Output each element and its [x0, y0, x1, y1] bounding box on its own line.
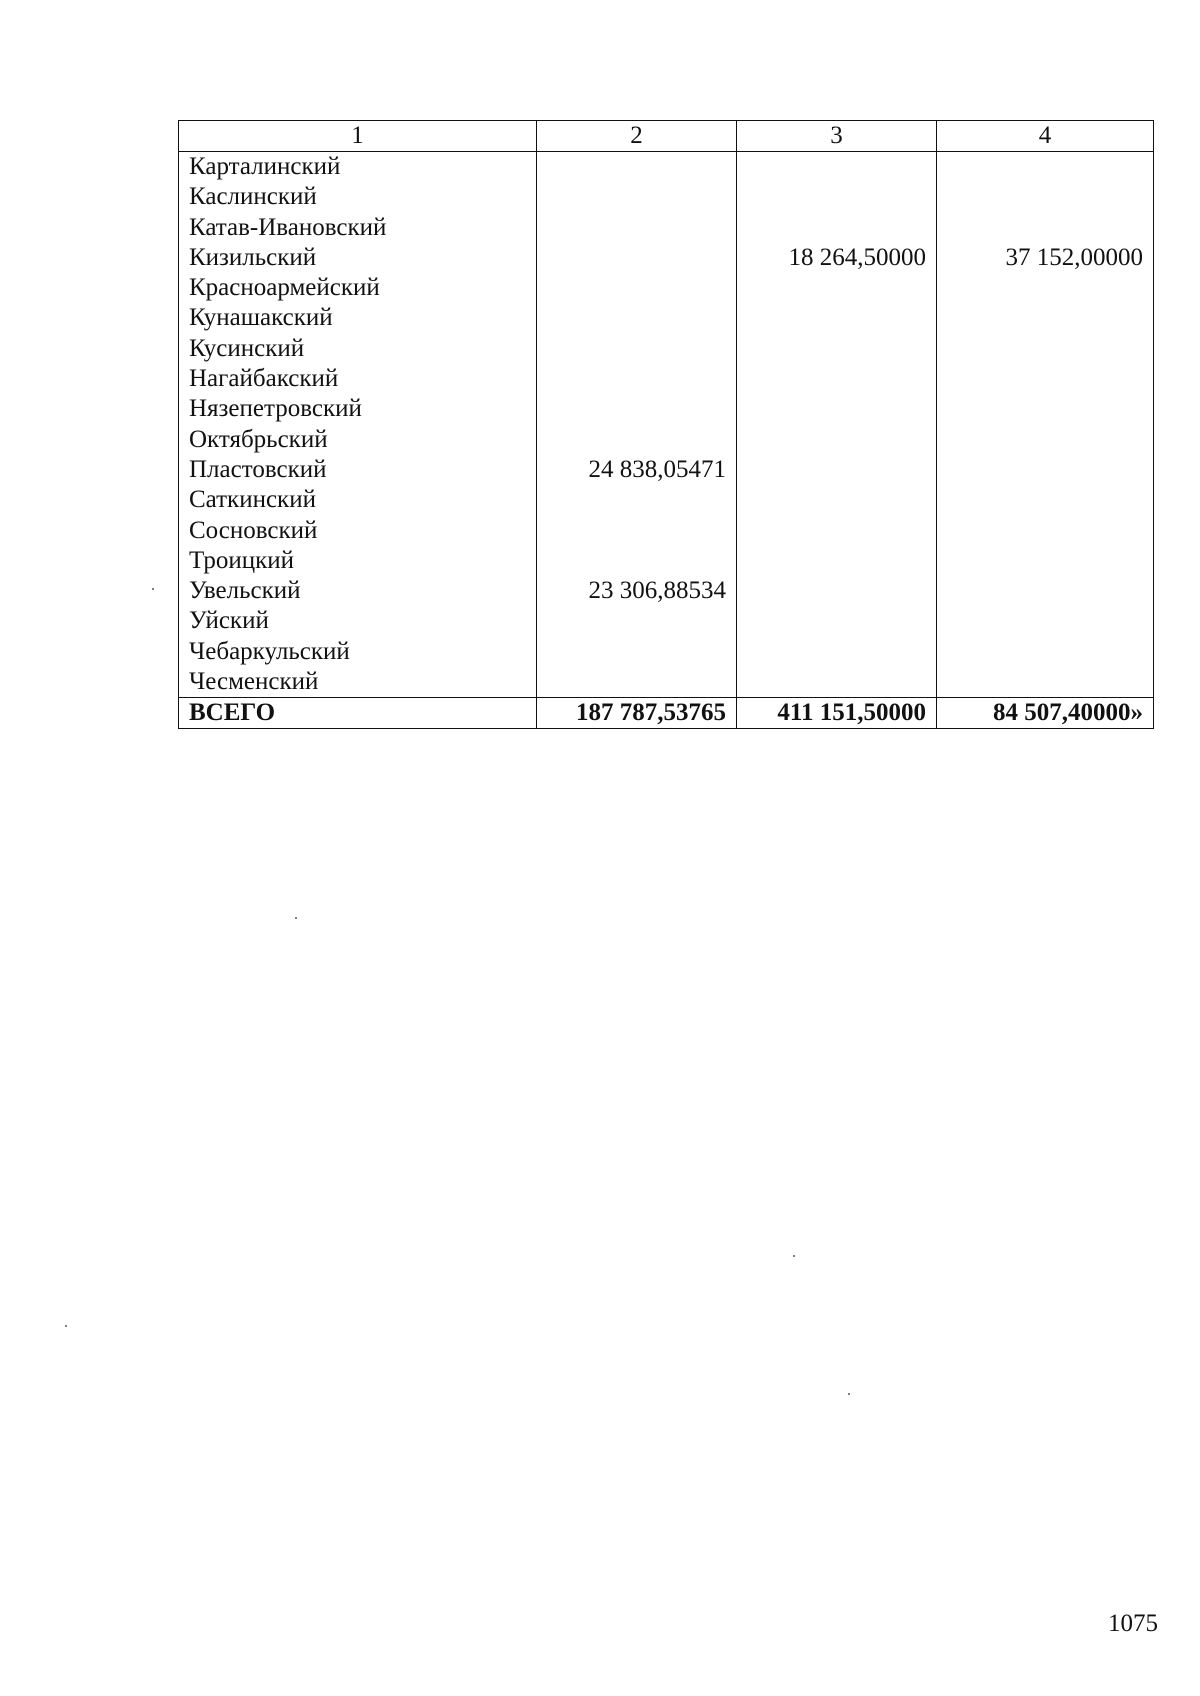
value-col-3-cell	[737, 425, 937, 455]
total-row	[179, 698, 1154, 729]
value-col-2-cell	[537, 637, 737, 667]
value-col-4-cell	[937, 576, 1154, 606]
value-col-2-cell	[537, 273, 737, 303]
value-col-2-cell	[537, 303, 737, 333]
value-col-4-cell	[937, 273, 1154, 303]
value-col-2-cell	[537, 606, 737, 636]
value-col-2-cell	[537, 364, 737, 394]
total-col-3: 411 151,50000	[737, 698, 937, 729]
value-col-4-cell	[937, 455, 1154, 485]
page-number: 1075	[1108, 1610, 1158, 1637]
table-body	[179, 152, 1154, 698]
value-col-2-cell	[537, 243, 737, 273]
scan-speck	[295, 917, 297, 919]
value-col-3-cell	[737, 637, 937, 667]
value-col-2-cell: 23 306,88534	[537, 576, 737, 606]
value-col-3-cell: 18 264,50000	[737, 243, 937, 273]
total-label: ВСЕГО	[179, 698, 537, 729]
value-col-2-cell: 24 838,05471	[537, 455, 737, 485]
value-col-4-cell	[937, 303, 1154, 333]
value-col-4-cell	[937, 667, 1154, 698]
value-col-2-cell	[537, 546, 737, 576]
district-name-cell: Кунашакский	[179, 303, 537, 333]
district-name-cell: Кизильский	[179, 243, 537, 273]
district-name-cell: Сосновский	[179, 516, 537, 546]
total-col-4: 84 507,40000»	[937, 698, 1154, 729]
value-col-3-cell	[737, 667, 937, 698]
value-col-2-cell	[537, 485, 737, 515]
total-col-2: 187 787,53765	[537, 698, 737, 729]
value-col-2-cell	[537, 667, 737, 698]
scan-speck	[793, 1255, 795, 1257]
value-col-3-cell	[737, 394, 937, 424]
value-col-3-cell	[737, 485, 937, 515]
table-row	[179, 667, 1154, 698]
table-row	[179, 425, 1154, 455]
table-row	[179, 637, 1154, 667]
district-name-cell: Чесменский	[179, 667, 537, 698]
table-row	[179, 546, 1154, 576]
value-col-4-cell	[937, 546, 1154, 576]
value-col-4-cell	[937, 606, 1154, 636]
value-col-2-cell	[537, 394, 737, 424]
value-col-3-cell	[737, 334, 937, 364]
value-col-3-cell	[737, 182, 937, 212]
scan-speck	[65, 1325, 67, 1327]
table-row	[179, 213, 1154, 243]
table-row	[179, 243, 1154, 273]
value-col-2-cell	[537, 425, 737, 455]
table-row	[179, 273, 1154, 303]
header-col-4: 4	[937, 121, 1154, 152]
district-name-cell: Нязепетровский	[179, 394, 537, 424]
header-col-2: 2	[537, 121, 737, 152]
table-row	[179, 516, 1154, 546]
value-col-3-cell	[737, 455, 937, 485]
district-name-cell: Уйский	[179, 606, 537, 636]
data-table	[178, 120, 1154, 729]
table-row	[179, 152, 1154, 183]
table-row	[179, 485, 1154, 515]
table-row	[179, 334, 1154, 364]
value-col-3-cell	[737, 576, 937, 606]
header-col-3: 3	[737, 121, 937, 152]
table-row	[179, 455, 1154, 485]
district-name-cell: Каслинский	[179, 182, 537, 212]
header-row	[179, 121, 1154, 152]
district-name-cell: Троицкий	[179, 546, 537, 576]
value-col-3-cell	[737, 516, 937, 546]
value-col-2-cell	[537, 516, 737, 546]
district-name-cell: Пластовский	[179, 455, 537, 485]
district-name-cell: Карталинский	[179, 152, 537, 183]
value-col-3-cell	[737, 606, 937, 636]
district-name-cell: Октябрьский	[179, 425, 537, 455]
value-col-4-cell	[937, 152, 1154, 183]
table-footer	[179, 698, 1154, 729]
district-name-cell: Кусинский	[179, 334, 537, 364]
value-col-4-cell	[937, 334, 1154, 364]
district-name-cell: Чебаркульский	[179, 637, 537, 667]
value-col-4-cell	[937, 637, 1154, 667]
value-col-4-cell: 37 152,00000	[937, 243, 1154, 273]
value-col-2-cell	[537, 213, 737, 243]
district-name-cell: Красноармейский	[179, 273, 537, 303]
scan-speck	[152, 588, 154, 590]
value-col-4-cell	[937, 516, 1154, 546]
value-col-2-cell	[537, 152, 737, 183]
value-col-4-cell	[937, 485, 1154, 515]
district-name-cell: Катав-Ивановский	[179, 213, 537, 243]
value-col-3-cell	[737, 213, 937, 243]
table-row	[179, 182, 1154, 212]
table-row	[179, 576, 1154, 606]
value-col-4-cell	[937, 394, 1154, 424]
scan-speck	[848, 1393, 850, 1395]
table-row	[179, 364, 1154, 394]
value-col-2-cell	[537, 182, 737, 212]
district-name-cell: Нагайбакский	[179, 364, 537, 394]
value-col-3-cell	[737, 303, 937, 333]
value-col-3-cell	[737, 152, 937, 183]
value-col-4-cell	[937, 364, 1154, 394]
header-col-1: 1	[179, 121, 537, 152]
value-col-3-cell	[737, 546, 937, 576]
district-name-cell: Увельский	[179, 576, 537, 606]
table-row	[179, 606, 1154, 636]
district-name-cell: Саткинский	[179, 485, 537, 515]
value-col-4-cell	[937, 213, 1154, 243]
table-row	[179, 303, 1154, 333]
value-col-4-cell	[937, 182, 1154, 212]
value-col-3-cell	[737, 273, 937, 303]
value-col-3-cell	[737, 364, 937, 394]
table-row	[179, 394, 1154, 424]
table-header	[179, 121, 1154, 152]
value-col-4-cell	[937, 425, 1154, 455]
value-col-2-cell	[537, 334, 737, 364]
